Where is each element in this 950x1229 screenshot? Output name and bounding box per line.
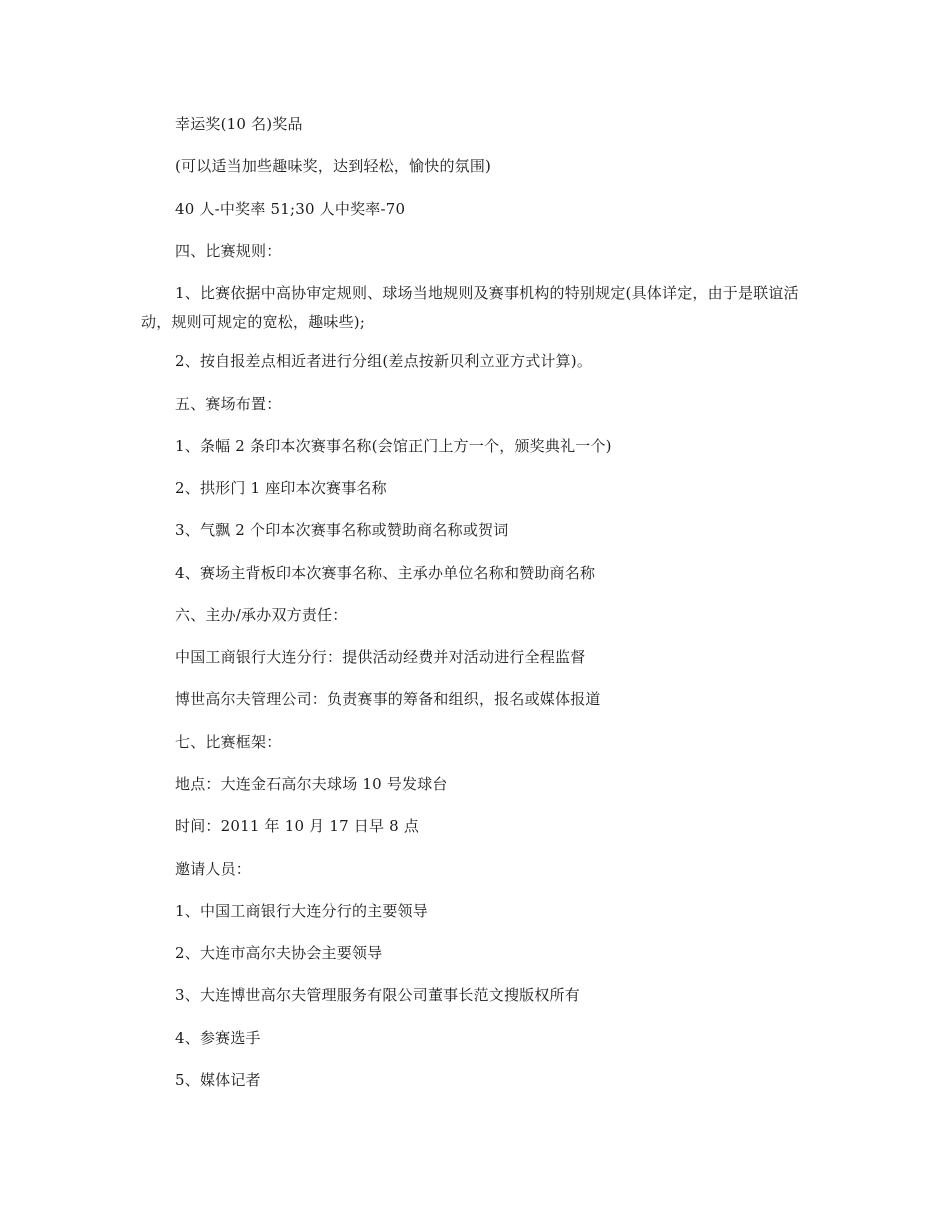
- paragraph-fun-prize-note: (可以适当加些趣味奖，达到轻松，愉快的氛围): [175, 157, 492, 175]
- list-item-invitee-5: 5、媒体记者: [175, 1071, 261, 1089]
- paragraph-layout-2: 2、拱形门 1 座印本次赛事名称: [175, 479, 387, 497]
- list-item-invitee-4: 4、参赛选手: [175, 1029, 261, 1047]
- heading-competition-rules: 四、比赛规则：: [175, 242, 282, 260]
- list-item-invitee-1: 1、中国工商银行大连分行的主要领导: [175, 902, 428, 920]
- paragraph-rule-1: 1、比赛依据中高协审定规则、球场当地规则及赛事机构的特别规定(具体详定，由于是联谊活动，规则可规定的宽松，趣味些);: [141, 284, 799, 331]
- paragraph-lucky-prize: 幸运奖(10 名)奖品: [175, 115, 303, 133]
- paragraph-bank-duty: 中国工商银行大连分行：提供活动经费并对活动进行全程监督: [175, 648, 586, 666]
- paragraph-layout-1: 1、条幅 2 条印本次赛事名称(会馆正门上方一个，颁奖典礼一个): [175, 437, 612, 455]
- paragraph-location: 地点：大连金石高尔夫球场 10 号发球台: [175, 775, 448, 793]
- heading-venue-layout: 五、赛场布置：: [175, 395, 282, 413]
- paragraph-layout-3: 3、气飘 2 个印本次赛事名称或赞助商名称或贺词: [175, 521, 509, 539]
- paragraph-rule-2: 2、按自报差点相近者进行分组(差点按新贝利立亚方式计算)。: [175, 352, 593, 370]
- heading-responsibilities: 六、主办/承办双方责任：: [175, 606, 348, 624]
- paragraph-layout-4: 4、赛场主背板印本次赛事名称、主承办单位名称和赞助商名称: [175, 564, 596, 582]
- paragraph-invitees-heading: 邀请人员：: [175, 860, 252, 878]
- list-item-invitee-2: 2、大连市高尔夫协会主要领导: [175, 944, 383, 962]
- paragraph-time: 时间：2011 年 10 月 17 日早 8 点: [175, 817, 420, 835]
- heading-competition-framework: 七、比赛框架：: [175, 733, 282, 751]
- list-item-invitee-3: 3、大连博世高尔夫管理服务有限公司董事长范文搜版权所有: [175, 986, 580, 1004]
- paragraph-company-duty: 博世高尔夫管理公司：负责赛事的筹备和组织，报名或媒体报道: [175, 690, 601, 708]
- paragraph-prize-rate: 40 人-中奖率 51;30 人中奖率-70: [175, 200, 406, 218]
